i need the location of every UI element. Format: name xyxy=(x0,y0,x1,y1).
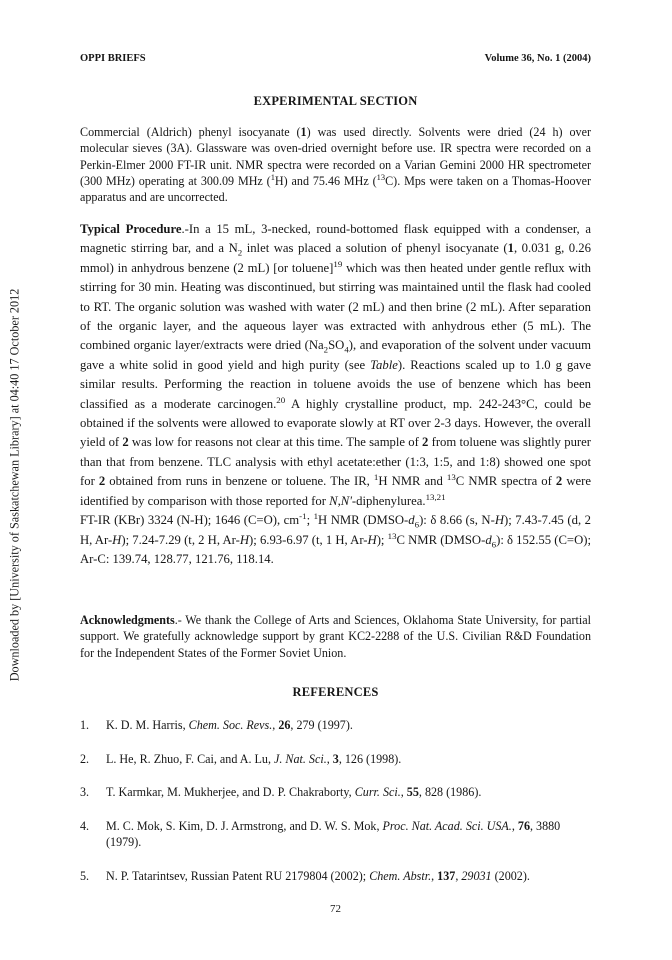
materials-paragraph: Commercial (Aldrich) phenyl isocyanate (1) was used directly. Solvents were dried (24 h) over molecular sieves (3A). Glassware was oven-dried overnight before use. IR spectra were recorded on a Perkin-Elmer 2000 FT-IR unit. NMR spectra were recorded on a Varian Gemini 2000 HR spectrometer (300 MHz) operating at 300.09 MHz ($^1$H) and 75.46 MHz ($^{13}$C). Mps were taken on a Thomas-Hoover apparatus and are uncorrected. xyxy=(80,125,592,205)
download-watermark-text: Downloaded by [University of Saskatchewan Library] at 04:40 17 October 2012 xyxy=(7,288,22,682)
journal-name: OPPI BRIEFS xyxy=(80,53,146,64)
running-header xyxy=(80,53,591,67)
experimental-section-title: EXPERIMENTAL SECTION xyxy=(253,94,418,108)
reference-item: 1. K. D. M. Harris, Chem. Soc. Revs., 26, 279 (1997). xyxy=(80,718,353,732)
typical-procedure-paragraph: Typical Procedure.-In a 15 mL, 3-necked, round-bottomed flask equipped with a condenser, a magnetic stirring bar, and a $N_2$ inlet was placed a solution of phenyl isocyanate (1, 0.031 g, 0.26 mmol) in anhydrous benzene (2 mL) [or toluene]$^{19}$ which was then heated under gentle reflux with stirring for 30 min. Heating was discontinued, but stirring was maintained until the flask had cooled to RT. The organic solution was washed with water (2 mL) and then brine (2 mL). After separation of the organic layer, and the aqueous layer was extracted with anhydrous ether (5 mL). The combined organic layer/extracts were dried $(Na_2SO_4)$, and evaporation of the solvent under vacuum gave a white solid in good yield and high purity (see Table). Reactions scaled up to 1.0 g gave similar results. Performing the reaction in toluene avoids the use of benzene which has been classified as a moderate carcinogen.$^{20}$ A highly crystalline product, mp. 242-243°C, could be obtained if the solvents were allowed to evaporate slowly at RT over 2-3 days. However, the overall yield of 2 was low for reasons not clear at this time. The sample of 2 from toluene was slightly purer than that from benzene. TLC analysis with ethyl acetate:ether (1:3, 1:5, and 1:8) showed one spot for 2 obtained from runs in benzene or toluene. The IR, $^1$H NMR and $^{13}$C NMR spectra of 2 were identified by comparison with those reported for N,N'-diphenylurea.$^{13,21}$ FT-IR (KBr) 3324 (N-H); 1646 (C=O), $cm^{-1}$; $^1$H NMR $(DMSO-d_6)$: δ 8.66 (s, N-H); 7.43-7.45 (d, 2 H, Ar-H); 7.24-7.29 (t, 2 H, Ar-H); 6.93-6.97 (t, 1 H, Ar-H); $^{13}$C NMR $(DMSO-d_6)$: δ 152.55 (C=O); Ar-C: 139.74, 128.77, 121.76, 118.14. xyxy=(80,222,592,566)
spectra-data: FT-IR (KBr) 3324 (N-H); 1646 (C=O), $cm^{-1}$; $^1$H NMR $(DMSO-d_6)$: δ 8.66 (s, N-H); 7.43-7.45 (d, 2 H, Ar-H); 7.24-7.29 (t, 2 H, Ar-H); 6.93-6.97 (t, 1 H, Ar-H); $^{13}$C NMR $(DMSO-d_6)$: δ 152.55 (C=O); Ar-C: 139.74, 128.77, 121.76, 118.14. xyxy=(80,510,592,566)
acknowledgments-paragraph: Acknowledgments.- We thank the College of Arts and Sciences, Oklahoma State University, for partial support. We gratefully acknowledge support by grant KC2-2288 of the U.S. Civilian R&D Foundation for the Independent States of the Former Soviet Union. xyxy=(80,613,591,660)
download-watermark xyxy=(0,270,30,700)
page-number: 72 xyxy=(330,903,341,915)
references-title: REFERENCES xyxy=(292,685,379,699)
reference-item: 4. M. C. Mok, S. Kim, D. J. Armstrong, and D. W. S. Mok, Proc. Nat. Acad. Sci. USA., 76, 3880 (1979). xyxy=(80,818,561,849)
reference-item: 3. T. Karmkar, M. Mukherjee, and D. P. Chakraborty, Curr. Sci., 55, 828 (1986). xyxy=(80,785,482,799)
reference-item: 5. N. P. Tatarintsev, Russian Patent RU 2179804 (2002); Chem. Abstr., 137, 29031 (2002). xyxy=(80,868,530,883)
reference-item: 2. L. He, R. Zhuo, F. Cai, and A. Lu, J. Nat. Sci., 3, 126 (1998). xyxy=(80,751,402,766)
reference-list xyxy=(80,717,591,884)
volume-info: Volume 36, No. 1 (2004) xyxy=(484,53,591,64)
